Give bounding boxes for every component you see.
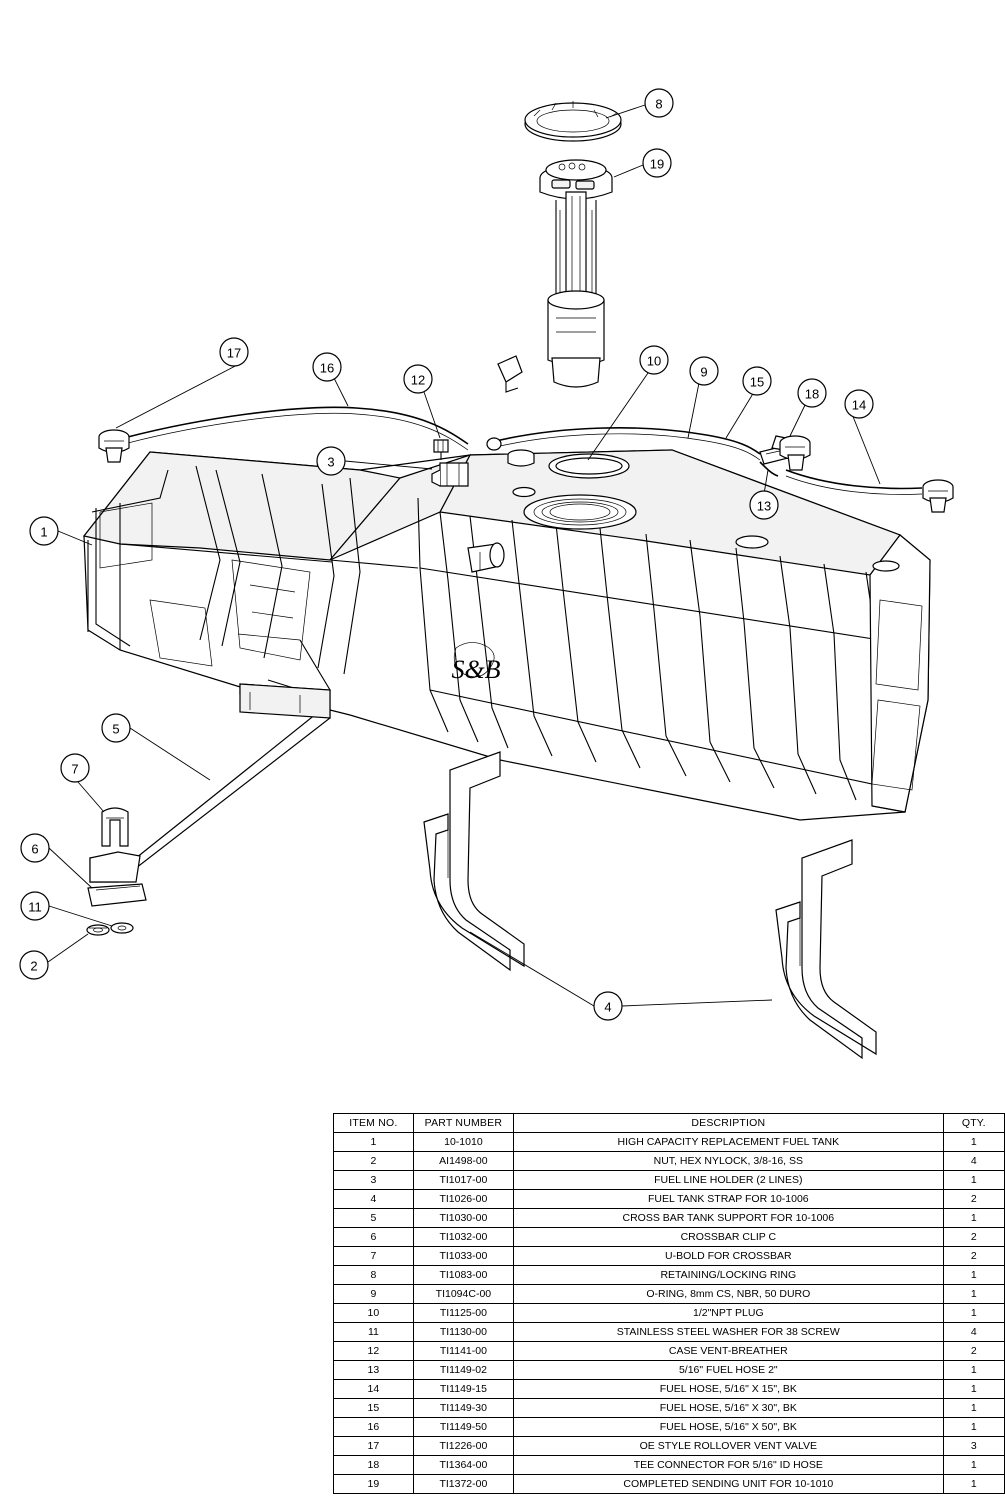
cell-part: AI1498-00 — [413, 1152, 513, 1171]
npt-plug — [508, 450, 534, 466]
cell-item: 15 — [334, 1399, 414, 1418]
cell-item: 11 — [334, 1323, 414, 1342]
table-row — [334, 1247, 1005, 1266]
cell-item: 2 — [334, 1152, 414, 1171]
callout-15 — [743, 367, 771, 395]
callout-label: 10 — [646, 353, 662, 369]
cell-desc: O-RING, 8mm CS, NBR, 50 DURO — [514, 1285, 944, 1304]
crossbar-clip — [88, 884, 146, 906]
cell-qty: 1 — [943, 1133, 1004, 1152]
table-row — [334, 1152, 1005, 1171]
cell-part: TI1130-00 — [413, 1323, 513, 1342]
cell-qty: 1 — [943, 1285, 1004, 1304]
table-row — [334, 1285, 1005, 1304]
cell-item: 18 — [334, 1456, 414, 1475]
callout-5 — [102, 714, 130, 742]
table-row — [334, 1171, 1005, 1190]
cell-qty: 2 — [943, 1190, 1004, 1209]
table-row — [334, 1342, 1005, 1361]
cell-desc: STAINLESS STEEL WASHER FOR 38 SCREW — [514, 1323, 944, 1342]
cell-desc: COMPLETED SENDING UNIT FOR 10-1010 — [514, 1475, 944, 1494]
bom-header-item: ITEM NO. — [334, 1114, 414, 1133]
cell-item: 13 — [334, 1361, 414, 1380]
callout-label: 18 — [804, 386, 820, 402]
cell-desc: CROSSBAR CLIP C — [514, 1228, 944, 1247]
callout-label: 9 — [700, 364, 708, 380]
fuel-hose-15 — [786, 470, 922, 494]
cell-qty: 1 — [943, 1418, 1004, 1437]
table-row — [334, 1399, 1005, 1418]
callout-label: 3 — [327, 454, 335, 470]
cell-part: TI1372-00 — [413, 1475, 513, 1494]
sending-unit — [498, 160, 612, 392]
fuel-tank-body — [84, 450, 930, 820]
cell-qty: 3 — [943, 1437, 1004, 1456]
cell-qty: 1 — [943, 1456, 1004, 1475]
cell-qty: 1 — [943, 1361, 1004, 1380]
fuel-hose-2in — [760, 462, 778, 476]
table-row — [334, 1323, 1005, 1342]
cell-qty: 1 — [943, 1209, 1004, 1228]
cell-desc: 5/16" FUEL HOSE 2" — [514, 1361, 944, 1380]
table-row — [334, 1266, 1005, 1285]
hex-nylock-nut — [87, 925, 109, 935]
fuel-hose-50 — [124, 407, 468, 450]
callout-16 — [313, 353, 341, 381]
cell-item: 8 — [334, 1266, 414, 1285]
cell-part: TI1364-00 — [413, 1456, 513, 1475]
callout-label: 2 — [30, 958, 38, 974]
table-row — [334, 1418, 1005, 1437]
cell-item: 17 — [334, 1437, 414, 1456]
rollover-vent-valve-right — [780, 436, 810, 470]
cell-part: TI1026-00 — [413, 1190, 513, 1209]
callout-19 — [643, 149, 671, 177]
callout-18 — [798, 379, 826, 407]
cell-qty: 1 — [943, 1266, 1004, 1285]
bill-of-materials — [333, 1113, 986, 1494]
cell-item: 5 — [334, 1209, 414, 1228]
callout-6 — [21, 834, 49, 862]
callout-label: 1 — [40, 524, 48, 540]
o-ring — [549, 454, 629, 478]
fuel-tank-strap-right — [776, 840, 876, 1058]
cell-part: TI1033-00 — [413, 1247, 513, 1266]
callout-label: 16 — [319, 360, 335, 376]
cell-qty: 1 — [943, 1171, 1004, 1190]
callout-7 — [61, 754, 89, 782]
cell-item: 6 — [334, 1228, 414, 1247]
crossbar-tank-support — [90, 684, 330, 882]
cell-qty: 2 — [943, 1247, 1004, 1266]
table-row — [334, 1228, 1005, 1247]
u-bolt-crossbar — [102, 808, 128, 846]
cell-qty: 1 — [943, 1380, 1004, 1399]
callout-17 — [220, 338, 248, 366]
cell-part: TI1149-15 — [413, 1380, 513, 1399]
callout-label: 4 — [604, 999, 612, 1015]
cell-part: TI1226-00 — [413, 1437, 513, 1456]
table-row — [334, 1361, 1005, 1380]
callout-label: 8 — [655, 96, 663, 112]
cell-item: 4 — [334, 1190, 414, 1209]
cell-desc: FUEL HOSE, 5/16" X 30", BK — [514, 1399, 944, 1418]
cell-desc: 1/2"NPT PLUG — [514, 1304, 944, 1323]
cell-part: TI1032-00 — [413, 1228, 513, 1247]
cell-desc: FUEL HOSE, 5/16" X 15", BK — [514, 1380, 944, 1399]
cell-desc: NUT, HEX NYLOCK, 3/8-16, SS — [514, 1152, 944, 1171]
rollover-vent-valve-far-right — [923, 480, 953, 512]
cell-item: 12 — [334, 1342, 414, 1361]
cell-desc: FUEL TANK STRAP FOR 10-1006 — [514, 1190, 944, 1209]
callout-label: 6 — [31, 841, 39, 857]
rollover-vent-valve-left — [99, 430, 129, 462]
callout-8 — [645, 89, 673, 117]
callout-10 — [640, 346, 668, 374]
cell-desc: CASE VENT-BREATHER — [514, 1342, 944, 1361]
cell-desc: U-BOLD FOR CROSSBAR — [514, 1247, 944, 1266]
cell-part: TI1125-00 — [413, 1304, 513, 1323]
bom-table — [333, 1113, 1005, 1494]
cell-part: TI1149-30 — [413, 1399, 513, 1418]
cell-qty: 4 — [943, 1152, 1004, 1171]
table-row — [334, 1475, 1005, 1494]
cell-item: 19 — [334, 1475, 414, 1494]
cell-item: 10 — [334, 1304, 414, 1323]
cell-item: 7 — [334, 1247, 414, 1266]
case-vent-breather — [434, 440, 448, 460]
cell-qty: 4 — [943, 1323, 1004, 1342]
table-row — [334, 1190, 1005, 1209]
callout-label: 14 — [851, 397, 867, 413]
callout-2 — [20, 951, 48, 979]
bom-header-desc: DESCRIPTION — [514, 1114, 944, 1133]
callout-11 — [21, 892, 49, 920]
cell-qty: 1 — [943, 1304, 1004, 1323]
cell-desc: TEE CONNECTOR FOR 5/16" ID HOSE — [514, 1456, 944, 1475]
cell-desc: FUEL HOSE, 5/16" X 50", BK — [514, 1418, 944, 1437]
callout-label: 12 — [410, 372, 426, 388]
callout-label: 13 — [756, 498, 772, 514]
cell-part: TI1017-00 — [413, 1171, 513, 1190]
cell-part: 10-1010 — [413, 1133, 513, 1152]
cell-part: TI1149-02 — [413, 1361, 513, 1380]
callout-9 — [690, 357, 718, 385]
cell-item: 3 — [334, 1171, 414, 1190]
cell-qty: 2 — [943, 1342, 1004, 1361]
cell-part: TI1149-50 — [413, 1418, 513, 1437]
callout-label: 11 — [28, 899, 42, 915]
svg-text:S&B: S&B — [451, 655, 501, 684]
bom-header-part: PART NUMBER — [413, 1114, 513, 1133]
cell-item: 1 — [334, 1133, 414, 1152]
callout-4 — [594, 992, 622, 1020]
cell-qty: 1 — [943, 1475, 1004, 1494]
table-row — [334, 1133, 1005, 1152]
retaining-locking-ring — [525, 101, 621, 141]
cell-part: TI1030-00 — [413, 1209, 513, 1228]
cell-item: 9 — [334, 1285, 414, 1304]
table-row — [334, 1209, 1005, 1228]
callout-1 — [30, 517, 58, 545]
cell-item: 14 — [334, 1380, 414, 1399]
cell-part: TI1083-00 — [413, 1266, 513, 1285]
table-row — [334, 1437, 1005, 1456]
callout-label: 7 — [71, 761, 79, 777]
stainless-washer — [111, 923, 133, 933]
callout-3 — [317, 447, 345, 475]
cell-qty: 2 — [943, 1228, 1004, 1247]
callout-label: 19 — [649, 156, 665, 172]
cell-part: TI1141-00 — [413, 1342, 513, 1361]
cell-desc: OE STYLE ROLLOVER VENT VALVE — [514, 1437, 944, 1456]
bom-header-row — [334, 1114, 1005, 1133]
table-row — [334, 1456, 1005, 1475]
callout-14 — [845, 390, 873, 418]
callout-label: 17 — [226, 345, 242, 361]
cell-desc: RETAINING/LOCKING RING — [514, 1266, 944, 1285]
table-row — [334, 1304, 1005, 1323]
cell-item: 16 — [334, 1418, 414, 1437]
cell-desc: FUEL LINE HOLDER (2 LINES) — [514, 1171, 944, 1190]
callout-13 — [750, 491, 778, 519]
callout-label: 15 — [749, 374, 765, 390]
callout-12 — [404, 365, 432, 393]
table-row — [334, 1380, 1005, 1399]
cell-desc: HIGH CAPACITY REPLACEMENT FUEL TANK — [514, 1133, 944, 1152]
cell-desc: CROSS BAR TANK SUPPORT FOR 10-1006 — [514, 1209, 944, 1228]
callout-label: 5 — [112, 721, 120, 737]
cell-qty: 1 — [943, 1399, 1004, 1418]
cell-part: TI1094C-00 — [413, 1285, 513, 1304]
fuel-tank-strap-left — [424, 752, 524, 970]
bom-header-qty: QTY. — [943, 1114, 1004, 1133]
